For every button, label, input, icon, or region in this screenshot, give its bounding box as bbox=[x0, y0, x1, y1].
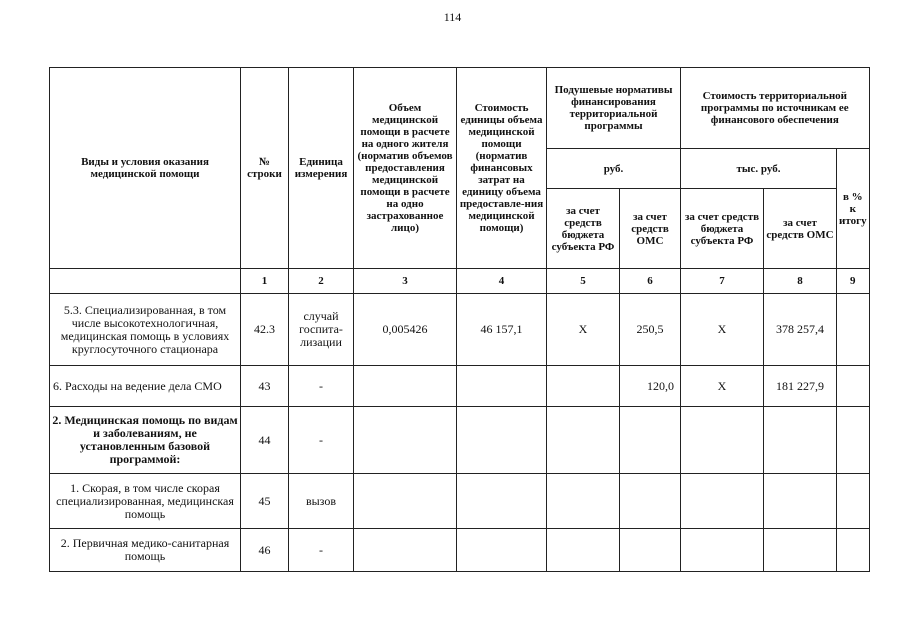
header-unit: Единица измерения bbox=[289, 68, 354, 269]
row-norm-oms bbox=[620, 407, 681, 474]
header-cost-regional-budget: за счет средств бюджета субъекта РФ bbox=[681, 189, 764, 269]
row-cost-regional-budget bbox=[681, 529, 764, 572]
row-care-type: 5.3. Специализированная, в том числе высокотехнологичная, медицинская помощь в условиях круглосуточного стационара bbox=[50, 294, 241, 366]
row-cost-oms bbox=[764, 407, 837, 474]
header-norm-oms: за счет средств ОМС bbox=[620, 189, 681, 269]
header-program-cost: Стоимость территориальной программы по источникам ее финансового обеспечения bbox=[681, 68, 870, 149]
column-number: 6 bbox=[620, 269, 681, 294]
header-percent-total: в % к итогу bbox=[837, 149, 870, 269]
column-number-row bbox=[50, 269, 870, 294]
column-number: 8 bbox=[764, 269, 837, 294]
row-percent-total bbox=[837, 366, 870, 407]
row-volume bbox=[354, 529, 457, 572]
row-unit: - bbox=[289, 366, 354, 407]
row-norm-regional-budget bbox=[547, 529, 620, 572]
row-unit-cost: 46 157,1 bbox=[457, 294, 547, 366]
row-norm-oms: 120,0 bbox=[620, 366, 681, 407]
column-number: 3 bbox=[354, 269, 457, 294]
row-percent-total bbox=[837, 474, 870, 529]
row-line-number: 43 bbox=[241, 366, 289, 407]
row-line-number: 46 bbox=[241, 529, 289, 572]
column-number: 7 bbox=[681, 269, 764, 294]
row-norm-oms bbox=[620, 474, 681, 529]
row-unit-cost bbox=[457, 474, 547, 529]
row-percent-total bbox=[837, 407, 870, 474]
row-norm-oms bbox=[620, 529, 681, 572]
row-volume bbox=[354, 474, 457, 529]
row-cost-regional-budget: Х bbox=[681, 294, 764, 366]
header-volume: Объем медицинской помощи в расчете на одного жителя (норматив объемов предоставления медицинской помощи в расчете на одно застрахованное лицо) bbox=[354, 68, 457, 269]
header-per-capita-norms: Подушевые нормативы финансирования территориальной программы bbox=[547, 68, 681, 149]
row-percent-total bbox=[837, 529, 870, 572]
row-line-number: 45 bbox=[241, 474, 289, 529]
row-norm-regional-budget bbox=[547, 474, 620, 529]
header-line-number: № строки bbox=[241, 68, 289, 269]
row-care-type: 6. Расходы на ведение дела СМО bbox=[50, 366, 241, 407]
table-row bbox=[50, 366, 870, 407]
row-unit-cost bbox=[457, 529, 547, 572]
row-care-type: 2. Медицинская помощь по видам и заболеваниям, не установленным базовой программой: bbox=[50, 407, 241, 474]
column-number: 9 bbox=[837, 269, 870, 294]
header-norm-regional-budget: за счет средств бюджета субъекта РФ bbox=[547, 189, 620, 269]
medical-care-cost-table bbox=[49, 67, 870, 572]
row-norm-regional-budget bbox=[547, 407, 620, 474]
row-line-number: 42.3 bbox=[241, 294, 289, 366]
column-number: 4 bbox=[457, 269, 547, 294]
column-number: 5 bbox=[547, 269, 620, 294]
row-cost-oms: 378 257,4 bbox=[764, 294, 837, 366]
table-row bbox=[50, 294, 870, 366]
row-percent-total bbox=[837, 294, 870, 366]
row-unit-cost bbox=[457, 366, 547, 407]
row-line-number: 44 bbox=[241, 407, 289, 474]
row-unit: - bbox=[289, 529, 354, 572]
row-norm-regional-budget bbox=[547, 366, 620, 407]
row-cost-oms bbox=[764, 529, 837, 572]
header-unit-cost: Стоимость единицы объема медицинской помощи (норматив финансовых затрат на единицу объема предоставле-ния медицинской помощи) bbox=[457, 68, 547, 269]
header-rub: руб. bbox=[547, 149, 681, 189]
page-number: 114 bbox=[443, 10, 462, 24]
table-row bbox=[50, 407, 870, 474]
row-unit: - bbox=[289, 407, 354, 474]
row-unit-cost bbox=[457, 407, 547, 474]
row-cost-regional-budget bbox=[681, 407, 764, 474]
row-care-type: 1. Скорая, в том числе скорая специализированная, медицинская помощь bbox=[50, 474, 241, 529]
row-norm-oms: 250,5 bbox=[620, 294, 681, 366]
table-row bbox=[50, 474, 870, 529]
column-number: 1 bbox=[241, 269, 289, 294]
column-number: 2 bbox=[289, 269, 354, 294]
row-cost-regional-budget bbox=[681, 474, 764, 529]
header-care-type: Виды и условия оказания медицинской помощи bbox=[50, 68, 241, 269]
row-cost-regional-budget: Х bbox=[681, 366, 764, 407]
table-row bbox=[50, 529, 870, 572]
header-thous-rub: тыс. руб. bbox=[681, 149, 837, 189]
row-cost-oms: 181 227,9 bbox=[764, 366, 837, 407]
row-unit: случай госпита-лизации bbox=[289, 294, 354, 366]
row-volume bbox=[354, 407, 457, 474]
header-row-1 bbox=[50, 68, 870, 149]
row-volume: 0,005426 bbox=[354, 294, 457, 366]
column-number-blank bbox=[50, 269, 241, 294]
row-norm-regional-budget: Х bbox=[547, 294, 620, 366]
row-volume bbox=[354, 366, 457, 407]
header-cost-oms: за счет средств ОМС bbox=[764, 189, 837, 269]
row-cost-oms bbox=[764, 474, 837, 529]
row-unit: вызов bbox=[289, 474, 354, 529]
row-care-type: 2. Первичная медико-санитарная помощь bbox=[50, 529, 241, 572]
